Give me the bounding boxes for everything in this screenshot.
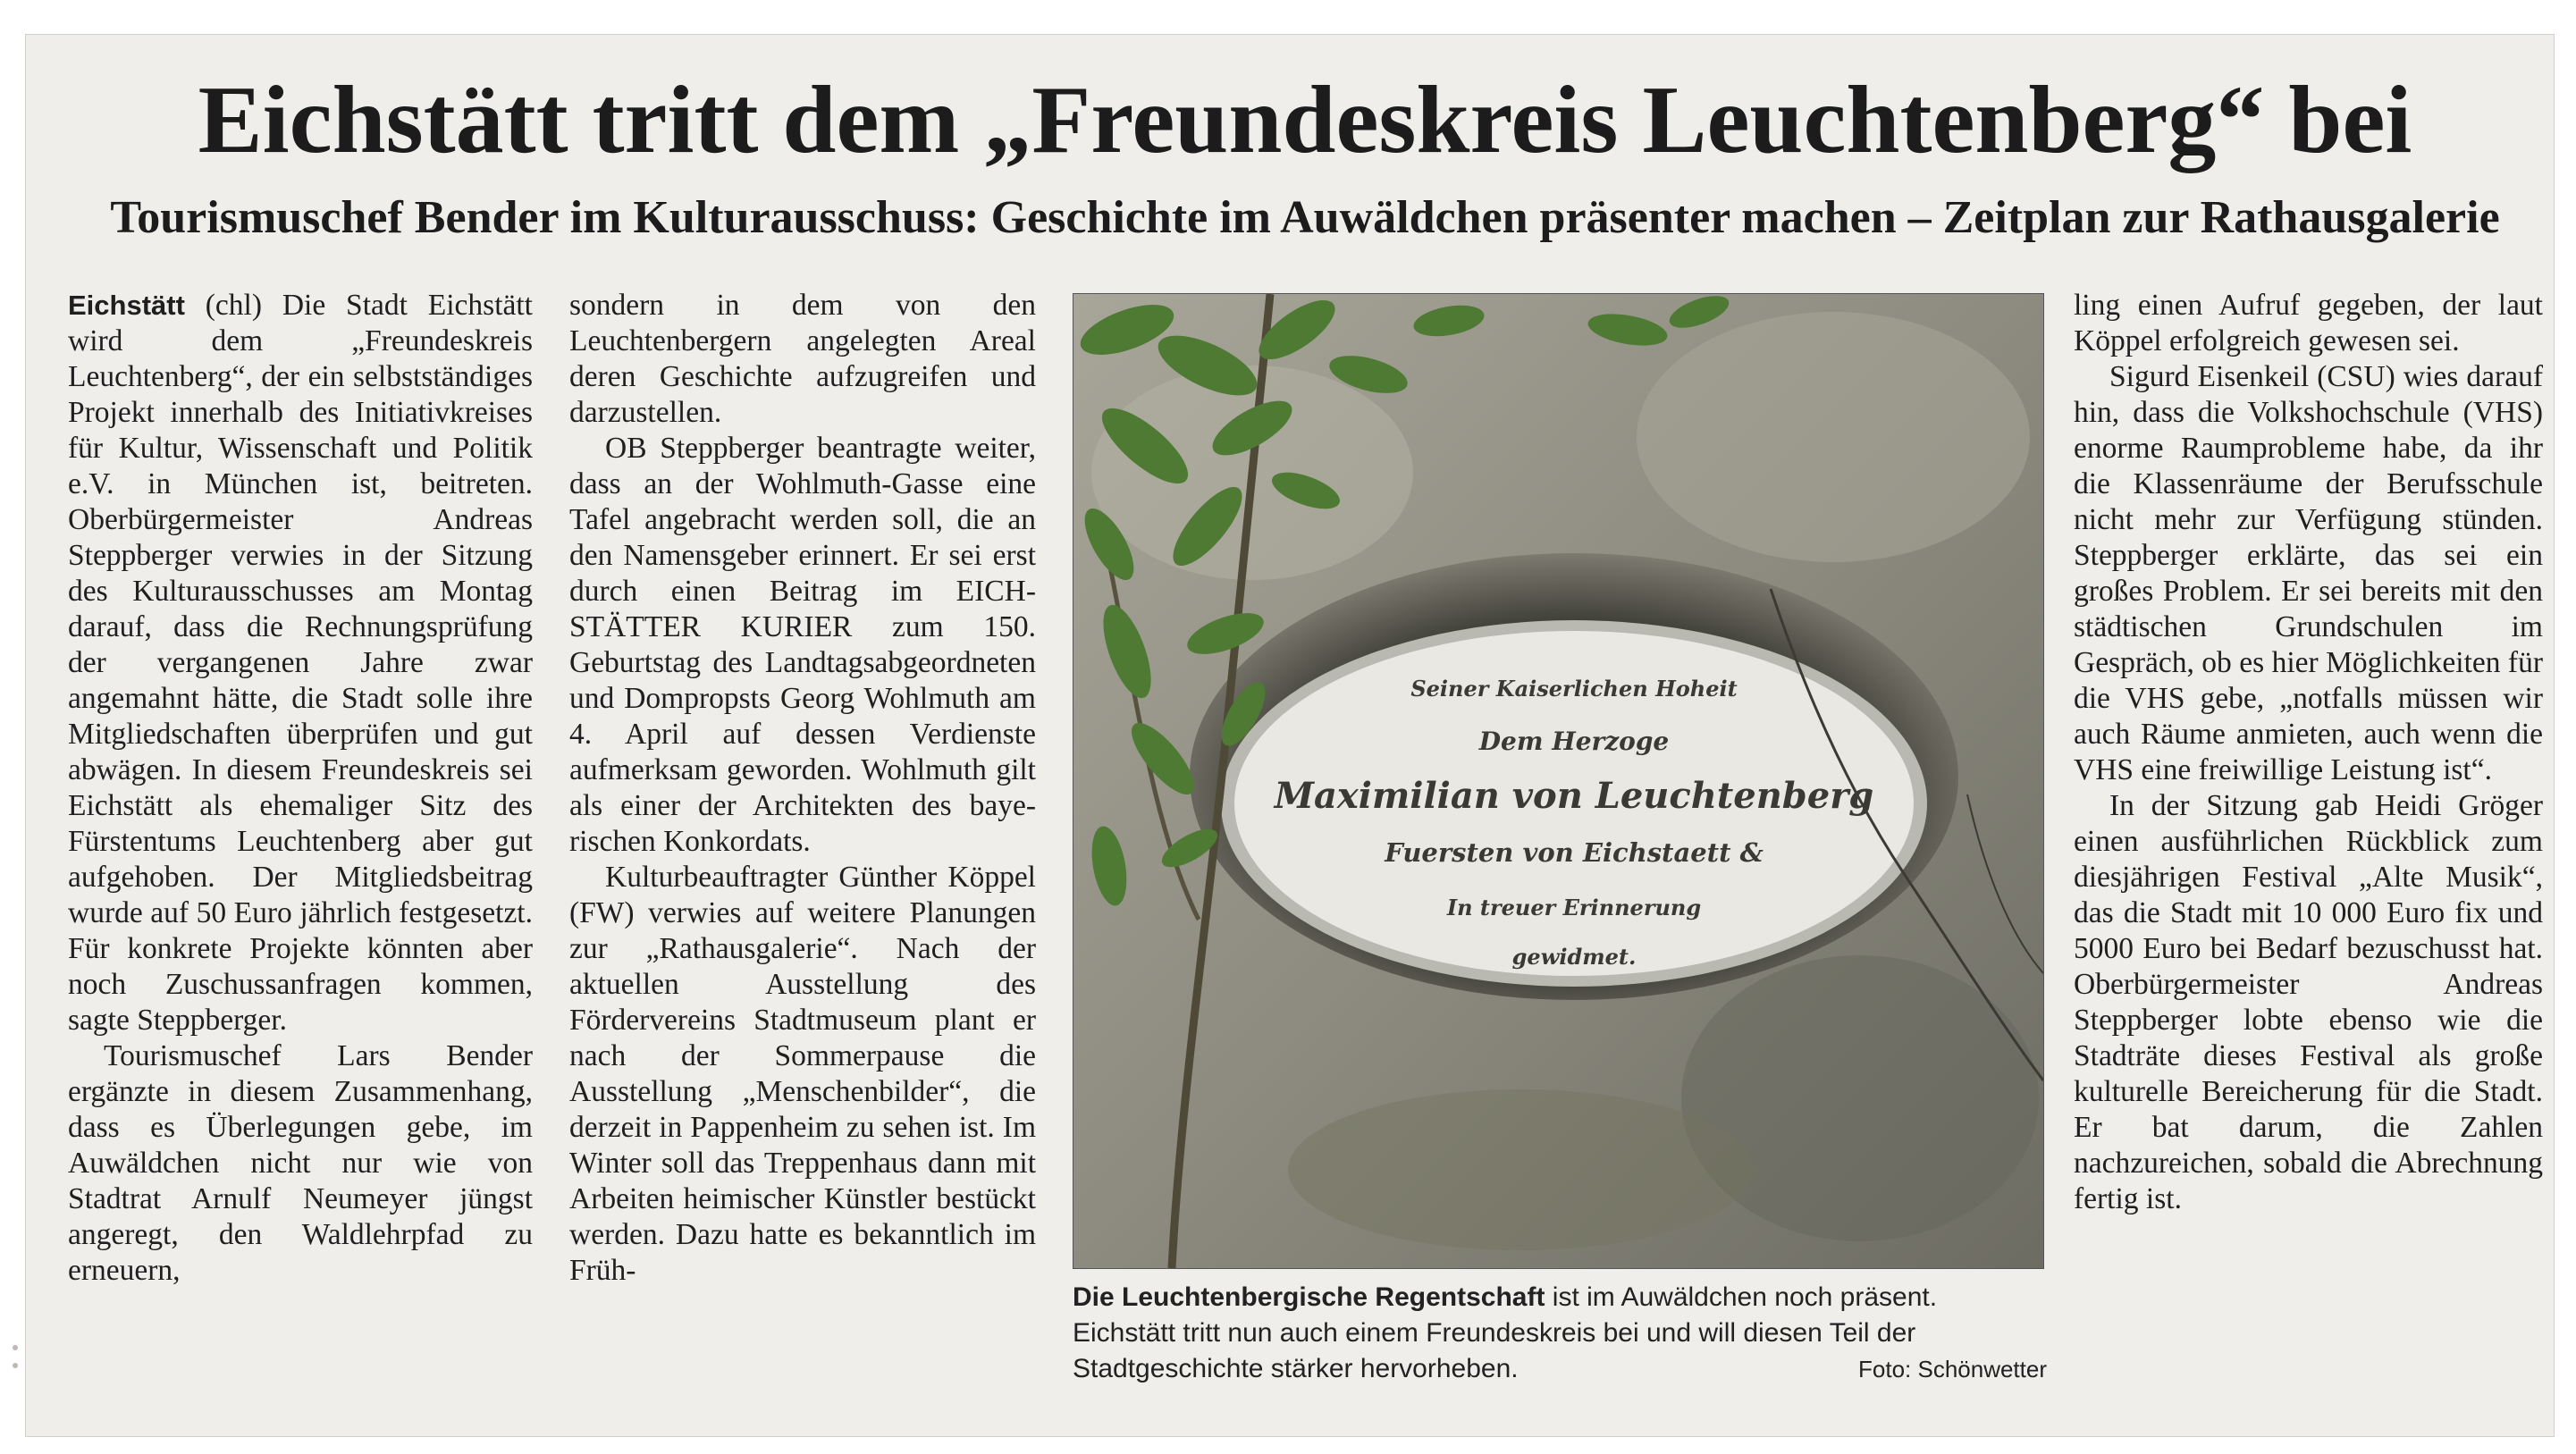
plaque-line: Seiner Kaiserlichen Hoheit bbox=[1410, 676, 1738, 702]
caption-lead: Die Leuchtenbergische Regentschaft bbox=[1073, 1282, 1545, 1312]
paragraph: ling einen Aufruf gegeben, der laut Köppel erfolgreich gewesen sei. bbox=[2074, 289, 2543, 357]
paragraph: sondern in dem von den Leuchtenbergern angelegten Areal deren Geschichte aufzugreifen und darzustellen. bbox=[569, 289, 1036, 429]
dateline: Eichstätt bbox=[68, 290, 185, 321]
photo-credit: Foto: Schönwetter bbox=[1858, 1356, 2047, 1383]
photo-rock-plaque bbox=[1073, 294, 2043, 1268]
article-photo bbox=[1073, 293, 2044, 1269]
caption-text: ist im Auwäldchen noch präsent. Eichstätt tritt nun auch einem Freundeskreis bei und will diesen Teil der Stadtgeschichte stärker hervorheben. bbox=[1073, 1282, 1938, 1383]
headline: Eichstätt tritt dem „Freundeskreis Leuchtenberg“ bei bbox=[198, 67, 2412, 173]
paragraph: Kulturbeauftragter Günther Köppel (FW) verwies auf weitere Planungen zur „Rathausgalerie“. Nach der aktuellen Ausstellung des Fördervereins Stadtmuseum plant er nach der Sommerpause die Ausstellung „Menschenbilder“, die derzeit in Pappenheim zu sehen ist. Im Winter soll das Treppenhaus dann mit Arbeiten heimischer Künstler bestückt werden. Dazu hatte es bekanntlich im Früh- bbox=[569, 861, 1036, 1287]
plaque-line: Dem Herzoge bbox=[1478, 727, 1670, 756]
subheadline: Tourismuschef Bender im Kulturausschuss: Geschichte im Auwäldchen präsenter machen – Zeitplan zur Rathausgalerie bbox=[110, 192, 2500, 243]
paper-speck bbox=[13, 1345, 18, 1350]
article-column-2 bbox=[569, 288, 1036, 1289]
plaque-line: Maximilian von Leuchtenberg bbox=[1274, 775, 1874, 817]
paragraph: OB Steppberger beantragte weiter, dass an der Wohlmuth-Gasse eine Tafel angebracht werden soll, die an den Namensgeber erinnert. Er sei erst durch einen Beitrag im EICHSTÄTTER KURIER zum 150. Geburtstag des Landtagsabgeordneten und Dompropsts Georg Wohlmuth am 4. April auf dessen Verdienste aufmerksam geworden. Wohlmuth gilt als einer der Architekten des bayerischen Konkordats. bbox=[569, 432, 1036, 858]
paragraph-text: (chl) Die Stadt Eichstätt wird dem „Freundeskreis Leuchtenberg“, der ein selbstständiges Projekt innerhalb des Initiativkreises für Kultur, Wissenschaft und Politik e.V. in München ist, beitreten. Oberbürgermeister Andreas Steppberger verwies in der Sitzung des Kulturausschusses am Montag darauf, dass die Rechnungsprüfung der vergangenen Jahre zwar angemahnt hätte, die Stadt solle ihre Mitgliedschaften überprüfen und gut abwägen. In diesem Freundeskreis sei Eichstätt als ehemaliger Sitz des Fürstentums Leuchtenberg aber gut aufgehoben. Der Mitgliedsbeitrag wurde auf 50 Euro jährlich festgesetzt. Für konkrete Projekte könnten aber noch Zuschussanfragen kommen, sagte Steppberger. bbox=[68, 289, 533, 1037]
paragraph: Tourismuschef Lars Bender ergänzte in diesem Zusammenhang, dass es Überlegungen gebe, im Auwäldchen nicht nur wie von Stadtrat Arnulf Neumeyer jüngst angeregt, den Waldlehrpfad zu erneuern, bbox=[68, 1039, 533, 1287]
plaque-line: In treuer Erinnerung bbox=[1446, 895, 1702, 920]
article-column-1 bbox=[68, 288, 533, 1289]
paper-speck bbox=[13, 1363, 18, 1368]
paragraph: Sigurd Eisenkeil (CSU) wies darauf hin, dass die Volkshochschule (VHS) enorme Raumprobleme habe, da ihr die Klassenräume der Berufsschule nicht mehr zur Verfügung stünden. Steppberger erklärte, das sei ein großes Problem. Er sei bereits mit den städtischen Grundschulen im Gespräch, ob es hier Möglichkeiten für die VHS gebe, „notfalls müssen wir auch Räume anmieten, auch wenn die VHS eine freiwillige Leistung ist“. bbox=[2074, 360, 2543, 786]
plaque-line: gewidmet. bbox=[1511, 944, 1637, 970]
article-column-4 bbox=[2074, 288, 2543, 1217]
plaque-line: Fuersten von Eichstaett & bbox=[1385, 837, 1764, 868]
paragraph: In der Sitzung gab Heidi Gröger einen ausführlichen Rückblick zum diesjährigen Festival „Alte Musik“, das die Stadt mit 10 000 Euro fix und 5000 Euro bei Bedarf bezuschusst hat. Oberbürgermeister Andreas Steppberger lobte ebenso wie die Stadträte dieses Festival als große kulturelle Bereicherung für die Stadt. Er bat darum, die Zahlen nachzureichen, sobald die Abrechnung fertig ist. bbox=[2074, 789, 2543, 1215]
photo-caption bbox=[1073, 1280, 2047, 1387]
paragraph bbox=[68, 288, 533, 1038]
